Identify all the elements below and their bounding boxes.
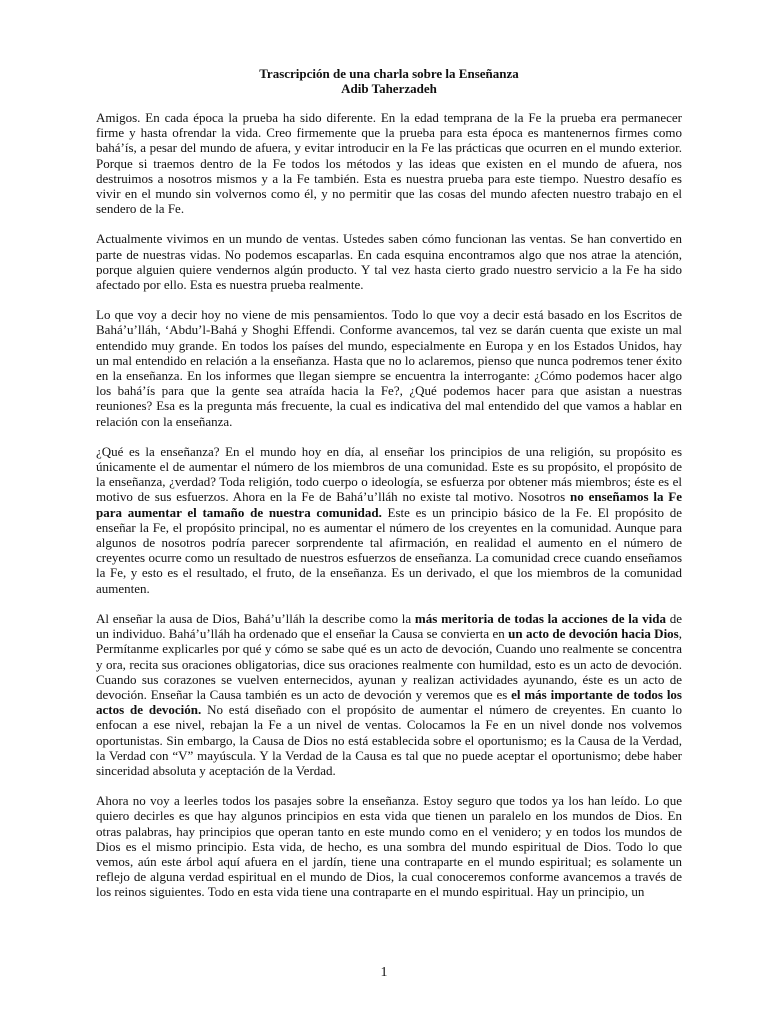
- text-segment: , Permítanme explicarles por qué y cómo se sabe qué es un acto de devoción, Cuando uno realmente se concentra y ora, recita sus oraciones obligatorias, dice sus oraciones realmente con humildad, esto es un acto de devoción. Cuando sus corazones se vuelven enternecidos, ayunan y realizan actividades ayunando, éste es un acto de devoción. Enseñar la Causa también es un acto de devoción y veremos que es: [96, 626, 682, 702]
- body-paragraph: [96, 793, 682, 899]
- document-page: [96, 66, 682, 915]
- text-segment: Lo que voy a decir hoy no viene de mis pensamientos. Todo lo que voy a decir está basado en los Escritos de Bahá’u’lláh, ‘Abdu’l-Bahá y Shoghi Effendi. Conforme avancemos, tal vez se darán cuenta que existe un mal entendido muy grande. En todos los países del mundo, especialmente en Europa y en los Estados Unidos, hay un mal entendido en relación a la enseñanza. Hasta que no lo aclaremos, pienso que nunca podremos tener éxito en la enseñanza. En los informes que llegan siempre se encuentra la interrogante: ¿Cómo podemos hacer algo los bahá’ís para que la gente sea atraída hacia la Fe?, ¿Qué podemos hacer para que asistan a nuestras reuniones? Esa es la pregunta más frecuente, la cual es indicativa del mal entendido del que vamos a hablar en relación con la enseñanza.: [96, 307, 682, 429]
- text-segment: No está diseñado con el propósito de aumentar el número de creyentes. En cuanto lo enfocan a ese nivel, rebajan la Fe a un nivel de ventas. Colocamos la Fe en un nivel donde nos volvemos oportunistas. Sin embargo, la Causa de Dios no está establecida sobre el oportunismo; es la Causa de la Verdad, la Verdad con “V” mayúscula. Y la Verdad de la Causa es tal que no puede aceptar el oportunismo; debe haber sinceridad absoluta y aceptación de la Verdad.: [96, 702, 682, 778]
- text-segment: Ahora no voy a leerles todos los pasajes sobre la enseñanza. Estoy seguro que todos ya los han leído. Lo que quiero decirles es que hay algunos principios en esta vida que tienen un paralelo en los mundos de Dios. En otras palabras, hay principios que operan tanto en este mundo como en el venidero; y en todos los mundos de Dios es el mismo principio. Esta vida, de hecho, es una sombra del mundo espiritual de Dios. Todo lo que vemos, aún este árbol aquí afuera en el jardín, tiene una contraparte en el mundo espiritual; es solamente un reflejo de alguna verdad espiritual en el mundo de Dios, la cual conoceremos conforme avancemos a través de los reinos siguientes. Todo en esta vida tiene una contraparte en el mundo espiritual. Hay un principio, un: [96, 793, 682, 900]
- document-author: Adib Taherzadeh: [341, 81, 437, 96]
- body-paragraph: [96, 611, 682, 778]
- body-paragraph: [96, 110, 682, 216]
- document-title: Trascripción de una charla sobre la Enseñanza: [259, 66, 519, 81]
- bold-text-segment: no enseñamos la Fe para aumentar el tamaño de nuestra comunidad.: [96, 489, 683, 520]
- bold-text-segment: más meritoria de todas la acciones de la vida: [414, 610, 666, 626]
- body-paragraph: [96, 231, 682, 292]
- text-segment: Actualmente vivimos en un mundo de ventas. Ustedes saben cómo funcionan las ventas. Se han convertido en parte de nuestras vidas. No podemos escaparlas. En cada esquina encontramos algo que nos atrae la atención, porque alguien quiere vendernos algún producto. Y tal vez hasta cierto grado nuestro servicio a la Fe ha sido afectado por ello. Esta es nuestra prueba realmente.: [96, 231, 682, 293]
- text-segment: Al enseñar la ausa de Dios, Bahá’u’lláh la describe como la: [96, 610, 415, 626]
- text-segment: ¿Qué es la enseñanza? En el mundo hoy en día, al enseñar los principios de una religión, su propósito es únicamente el de aumentar el número de los miembros de una comunidad. Este es su propósito, el propósito de la enseñanza, ¿verdad? Toda religión, todo cuerpo o ideología, se esfuerza por obtener más miembros; éste es el motivo de sus esfuerzos. Ahora en la Fe de Bahá’u’lláh no existe tal motivo. Nosotros: [96, 443, 682, 505]
- bold-text-segment: el más importante de todos los actos de devoción.: [96, 686, 682, 718]
- bold-text-segment: un acto de devoción hacia Dios: [508, 626, 679, 642]
- body-paragraph: [96, 307, 682, 429]
- document-body: [96, 110, 682, 900]
- text-segment: Este es un principio básico de la Fe. El propósito de enseñar la Fe, el propósito principal, no es aumentar el número de los creyentes en la comunidad. Aunque para algunos de nosotros podría parecer sorprendente tal afirmación, en realidad el aumento en el número de creyentes ocurre como un resultado de nuestros esfuerzos de enseñanza. La comunidad crece cuando enseñamos la Fe, y esto es el resultado, el fruto, de la enseñanza. Es un derivado, el que los miembros de la comunidad aumenten.: [96, 504, 682, 596]
- body-paragraph: [96, 444, 682, 596]
- text-segment: de un individuo. Bahá’u’lláh ha ordenado que el enseñar la Causa se convierta en: [96, 610, 682, 642]
- text-segment: Amigos. En cada época la prueba ha sido diferente. En la edad temprana de la Fe la prueba era permanecer firme y hasta ofrendar la vida. Creo firmemente que la prueba para esta época es mantenernos firmes como bahá’ís, a pesar del mundo de afuera, y evitar introducir en la Fe las prácticas que ocurren en el mundo exterior. Porque si traemos dentro de la Fe todos los métodos y las ideas que existen en el mundo de afuera, nos destruimos a nosotros mismos y a la Fe también. Esta es nuestra prueba para este tiempo. Nuestro desafío es vivir en el mundo sin volvernos como él, y no permitir que las cosas del mundo afecten nuestro trabajo en el sendero de la Fe.: [96, 110, 682, 217]
- page-number: 1: [380, 965, 388, 980]
